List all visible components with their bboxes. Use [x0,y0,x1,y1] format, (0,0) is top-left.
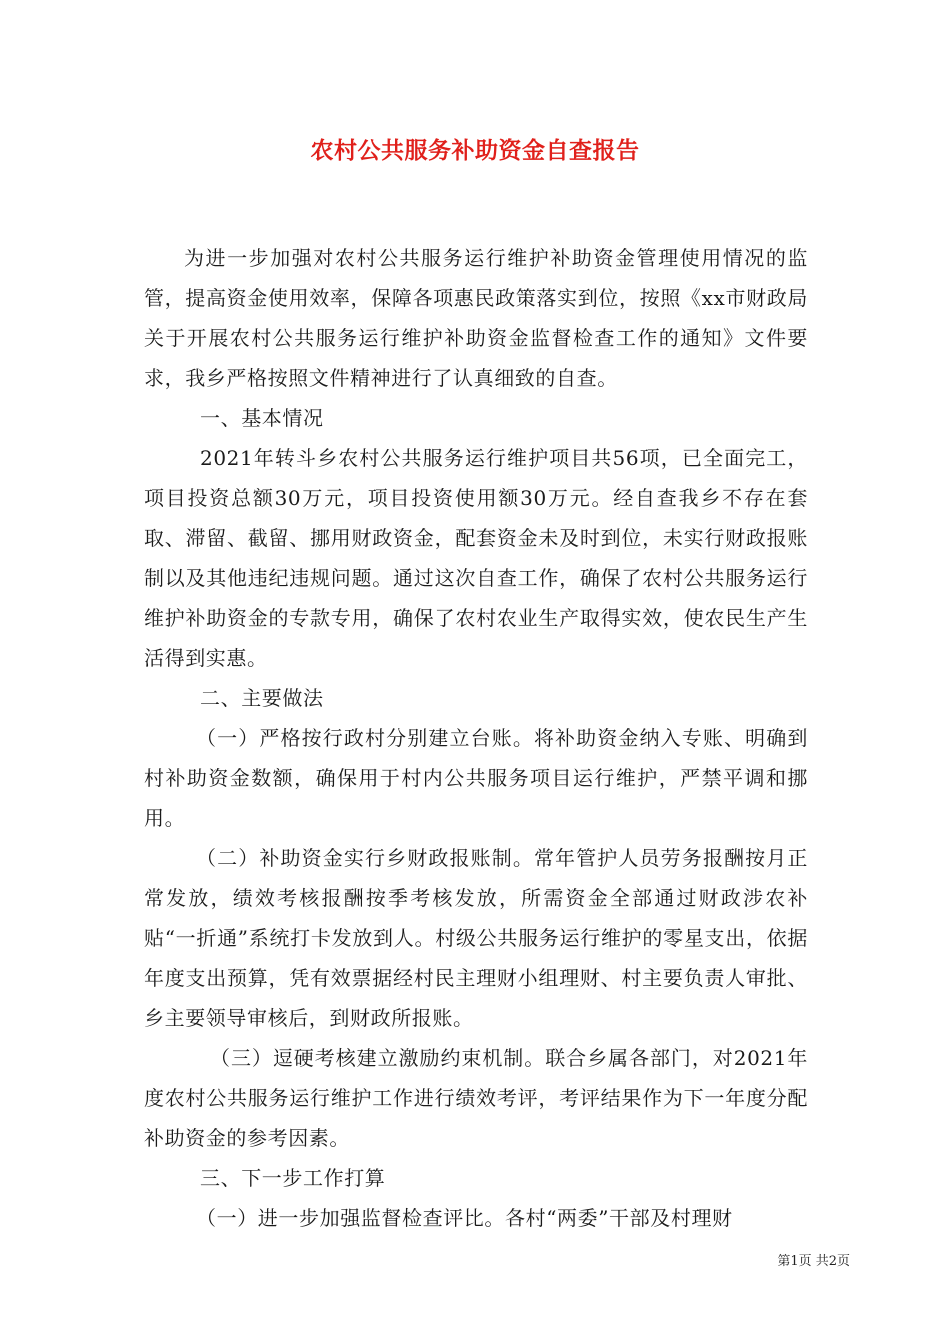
document-title: 农村公共服务补助资金自查报告 [310,137,640,164]
section-heading-main-practices: 二、主要做法 [200,686,324,710]
document-body [144,238,808,1238]
next-step-item-1: （一）进一步加强监督检查评比。各村“两委”干部及村理财 [196,1206,733,1230]
practice-item-2: （二）补助资金实行乡财政报账制。常年管护人员劳务报酬按月正常发放，绩效考核报酬按季考核发放，所需资金全部通过财政涉农补贴“一折通”系统打卡发放到人。村级公共服务运行维护的零星支出，依据年度支出预算，凭有效票据经村民主理财小组理财、村主要负责人审批、乡主要领导审核后，到财政所报账。 [144,846,808,1030]
basic-situation-paragraph: 2021年转斗乡农村公共服务运行维护项目共56项，已全面完工，项目投资总额30万元，项目投资使用额30万元。经自查我乡不存在套取、滞留、截留、挪用财政资金，配套资金未及时到位，未实行财政报账制以及其他违纪违规问题。通过这次自查工作，确保了农村公共服务运行维护补助资金的专款专用，确保了农村农业生产取得实效，使农民生产生活得到实惠。 [144,446,808,670]
section-heading-basic-situation: 一、基本情况 [200,406,324,430]
page-number-footer: 第1页 共2页 [777,1254,850,1269]
practice-item-1: （一）严格按行政村分别建立台账。将补助资金纳入专账、明确到村补助资金数额，确保用于村内公共服务项目运行维护，严禁平调和挪用。 [144,726,808,830]
practice-item-3: （三）逗硬考核建立激励约束机制。联合乡属各部门，对2021年度农村公共服务运行维护工作进行绩效考评，考评结果作为下一年度分配补助资金的参考因素。 [144,1046,808,1150]
intro-paragraph: 为进一步加强对农村公共服务运行维护补助资金管理使用情况的监管，提高资金使用效率，保障各项惠民政策落实到位，按照《xx市财政局关于开展农村公共服务运行维护补助资金监督检查工作的通知》文件要求，我乡严格按照文件精神进行了认真细致的自查。 [144,246,808,390]
section-heading-next-steps: 三、下一步工作打算 [200,1166,386,1190]
